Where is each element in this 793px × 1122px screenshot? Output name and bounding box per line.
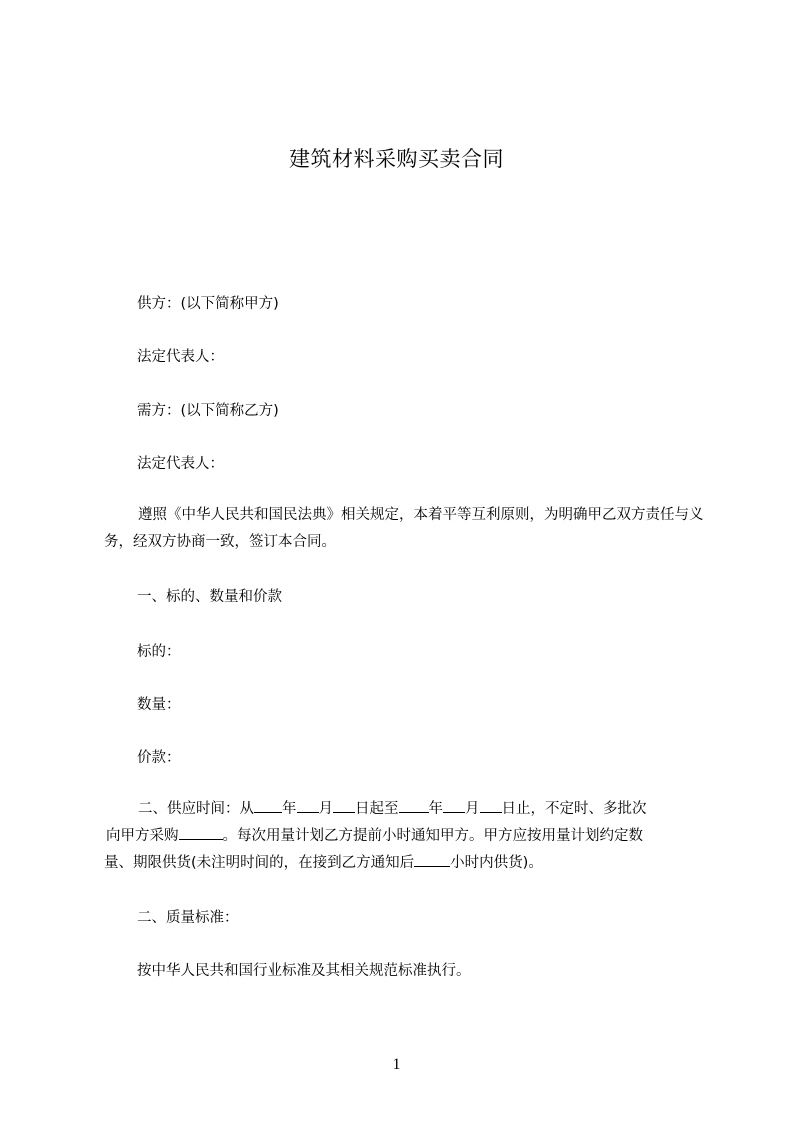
- blank-year-from: [254, 800, 282, 813]
- preamble-paragraph: [104, 502, 704, 556]
- page-number: 1: [392, 1056, 401, 1073]
- subject-field: 标的：: [137, 644, 181, 660]
- supply-time-paragraph: [104, 796, 704, 877]
- preamble-text: 遵照《中华人民共和国民法典》相关规定，本着平等互利原则，为明确甲乙双方责任与义务，经双方协商一致，签订本合同。: [104, 507, 704, 550]
- blank-purchase: [179, 827, 223, 840]
- quality-text: 按中华人民共和国行业标准及其相关规范标准执行。: [137, 963, 471, 979]
- blank-hours: [414, 854, 450, 867]
- blank-month-from: [297, 800, 319, 813]
- price-field: 价款：: [137, 750, 181, 766]
- supply-time-line-3: 量、期限供货(未注明时间的，在接到乙方通知后 小时内供货)。: [104, 855, 543, 871]
- buyer-line: 需方：(以下简称乙方): [137, 403, 279, 419]
- blank-year-to: [399, 800, 429, 813]
- quality-heading: 二、质量标准：: [137, 910, 239, 926]
- quantity-field: 数量：: [137, 697, 181, 713]
- supply-time-line-2: 向甲方采购 。每次用量计划乙方提前小时通知甲方。甲方应按用量计划约定数: [106, 828, 643, 844]
- blank-month-to: [443, 800, 465, 813]
- blank-day-from: [333, 800, 355, 813]
- buyer-representative-line: 法定代表人：: [137, 456, 224, 472]
- supplier-line: 供方：(以下简称甲方): [137, 296, 279, 312]
- supplier-representative-line: 法定代表人：: [137, 349, 224, 365]
- supply-time-line-1: 二、供应时间：从 年 月 日起至 年 月 日止，不定时、多批次: [138, 801, 647, 817]
- section1-heading: 一、标的、数量和价款: [137, 589, 282, 605]
- blank-day-to: [480, 800, 502, 813]
- document-title: 建筑材料采购买卖合同: [289, 147, 504, 171]
